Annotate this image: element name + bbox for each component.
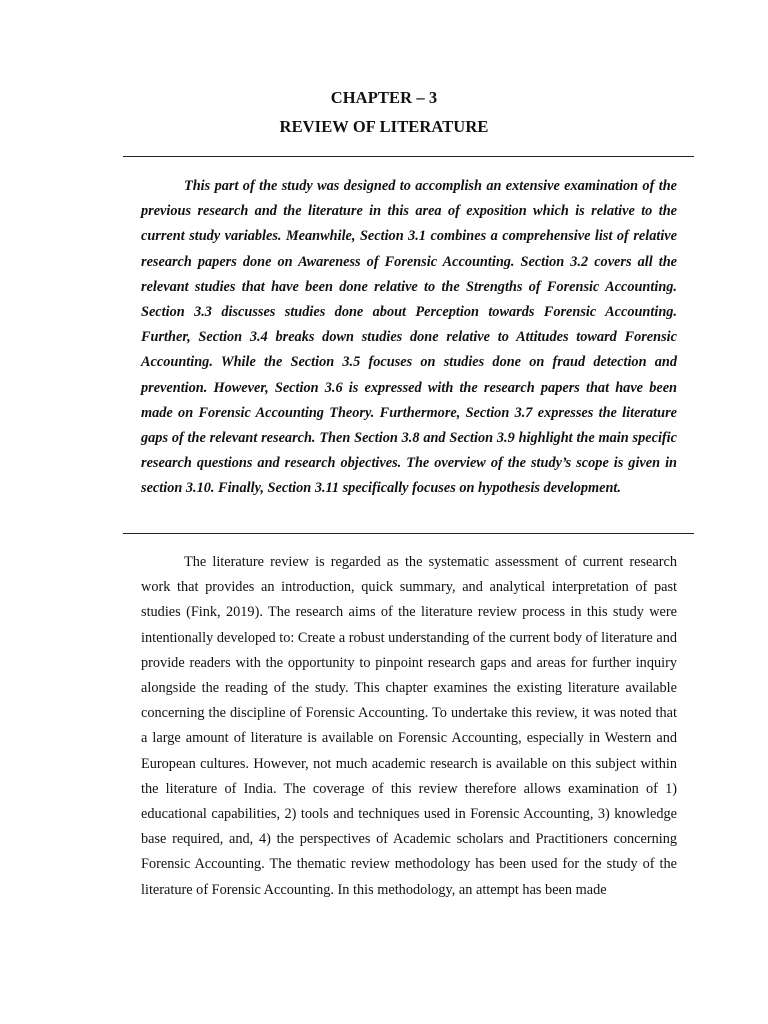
chapter-number: CHAPTER – 3 — [330, 88, 438, 107]
chapter-abstract: This part of the study was designed to accomplish an extensive examination of the previous research and the literature in this area of exposition which is relative to the current study variables. Meanwhile, Section 3.1 combines a comprehensive list of relative research papers done on Awareness of Forensic Accounting. Section 3.2 covers all the relevant studies that have been done relative to the Strengths of Forensic Accounting. Section 3.3 discusses studies done about Perception towards Forensic Accounting. Further, Section 3.4 breaks down studies done relative to Attitudes toward Forensic Accounting. While the Section 3.5 focuses on studies done on fraud detection and prevention. However, Section 3.6 is expressed with the research papers that have been made on Forensic Accounting Theory. Furthermore, Section 3.7 expresses the literature gaps of the relevant research. Then Section 3.8 and Section 3.9 highlight the main specific research questions and research objectives. The overview of the study’s scope is given in section 3.10. Finally, Section 3.11 specifically focuses on hypothesis development. — [141, 178, 677, 497]
top-divider — [123, 156, 694, 157]
body-paragraph: The literature review is regarded as the systematic assessment of current research work that provides an introduction, quick summary, and analytical interpretation of past studies (Fink, 2019). The research aims of the literature review process in this study were intentionally developed to: Create a robust understanding of the current body of literature and provide readers with the opportunity to pinpoint research gaps and areas for further inquiry alongside the reading of the study. This chapter examines the existing literature available concerning the discipline of Forensic Accounting. To undertake this review, it was noted that a large amount of literature is available on Forensic Accounting, especially in Western and European cultures. However, not much academic research is available on this subject within the literature of India. The coverage of this review therefore allows examination of 1) educational capabilities, 2) tools and techniques used in Forensic Accounting, 3) knowledge base required, and, 4) the perspectives of Academic scholars and Practitioners concerning Forensic Accounting. The thematic review methodology has been used for the study of the literature of Forensic Accounting. In this methodology, an attempt has been made — [141, 554, 677, 898]
chapter-title: REVIEW OF LITERATURE — [279, 117, 489, 136]
bottom-divider — [123, 533, 694, 534]
